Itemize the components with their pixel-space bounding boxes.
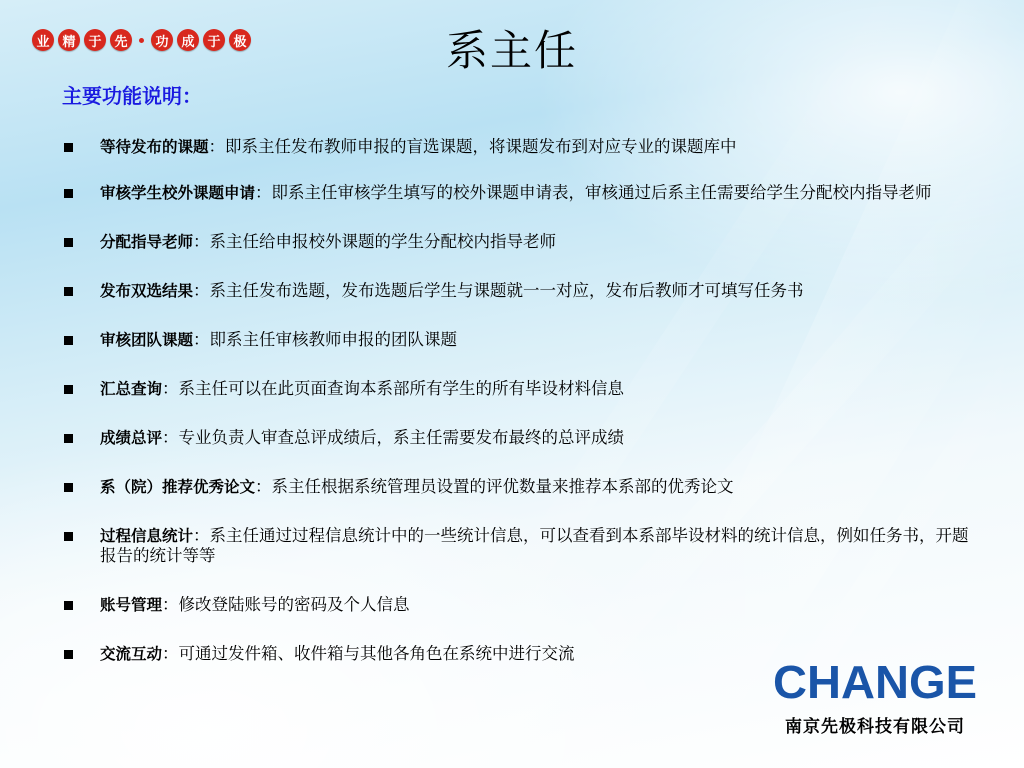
list-item bbox=[62, 232, 972, 252]
slogan-char: 业 bbox=[32, 29, 54, 51]
change-logo-icon bbox=[772, 658, 978, 704]
item-separator: ： bbox=[162, 428, 179, 447]
item-term: 审核团队课题 bbox=[100, 331, 194, 349]
item-term: 过程信息统计 bbox=[100, 527, 194, 545]
slogan-char: 于 bbox=[84, 29, 106, 51]
item-separator: ： bbox=[193, 330, 210, 349]
slogan-char: 功 bbox=[151, 29, 173, 51]
square-bullet-icon bbox=[64, 238, 73, 247]
square-bullet-icon bbox=[64, 532, 73, 541]
item-separator: ： bbox=[255, 183, 272, 202]
square-bullet-icon bbox=[64, 287, 73, 296]
square-bullet-icon bbox=[64, 483, 73, 492]
item-description: 可通过发件箱、收件箱与其他各角色在系统中进行交流 bbox=[178, 644, 575, 663]
item-description: 修改登陆账号的密码及个人信息 bbox=[178, 595, 410, 614]
item-description: 系主任发布选题，发布选题后学生与课题就一一对应，发布后教师才可填写任务书 bbox=[209, 281, 804, 300]
item-term: 分配指导老师 bbox=[100, 233, 194, 251]
list-item bbox=[62, 379, 972, 399]
section-heading: 主要功能说明： bbox=[62, 84, 202, 108]
list-item bbox=[62, 428, 972, 448]
list-item bbox=[62, 595, 972, 615]
slogan-char: 先 bbox=[110, 29, 132, 51]
company-logo bbox=[772, 658, 978, 737]
item-separator: ： bbox=[193, 281, 210, 300]
item-separator: ： bbox=[193, 232, 210, 251]
item-description: 即系主任审核学生填写的校外课题申请表，审核通过后系主任需要给学生分配校内指导老师 bbox=[271, 183, 932, 202]
item-description: 系主任可以在此页面查询本系部所有学生的所有毕设材料信息 bbox=[178, 379, 625, 398]
item-term: 汇总查询 bbox=[100, 380, 163, 398]
list-item bbox=[62, 526, 972, 566]
logo-wordmark: CHANGE bbox=[773, 658, 977, 704]
slogan-char: 精 bbox=[58, 29, 80, 51]
item-separator: ： bbox=[162, 595, 179, 614]
item-separator: ： bbox=[162, 644, 179, 663]
list-item bbox=[62, 137, 972, 157]
item-description: 专业负责人审查总评成绩后，系主任需要发布最终的总评成绩 bbox=[178, 428, 625, 447]
slide-title: 系主任 bbox=[445, 26, 578, 75]
square-bullet-icon bbox=[64, 434, 73, 443]
item-term: 审核学生校外课题申请 bbox=[100, 184, 256, 202]
item-term: 发布双选结果 bbox=[100, 282, 194, 300]
item-description: 系主任根据系统管理员设置的评优数量来推荐本系部的优秀论文 bbox=[271, 477, 734, 496]
feature-list bbox=[62, 137, 972, 664]
item-description: 即系主任审核教师申报的团队课题 bbox=[209, 330, 458, 349]
item-description: 系主任给申报校外课题的学生分配校内指导老师 bbox=[209, 232, 557, 251]
square-bullet-icon bbox=[64, 385, 73, 394]
item-description: 即系主任发布教师申报的盲选课题，将课题发布到对应专业的课题库中 bbox=[225, 137, 737, 156]
item-separator: ： bbox=[193, 526, 210, 545]
slogan-char: 成 bbox=[177, 29, 199, 51]
item-term: 系（院）推荐优秀论文 bbox=[100, 478, 256, 496]
list-item bbox=[62, 477, 972, 497]
item-term: 交流互动 bbox=[100, 645, 163, 663]
company-name: 南京先极科技有限公司 bbox=[785, 717, 965, 737]
square-bullet-icon bbox=[64, 143, 73, 152]
square-bullet-icon bbox=[64, 650, 73, 659]
list-item bbox=[62, 330, 972, 350]
list-item bbox=[62, 183, 972, 203]
item-separator: ： bbox=[162, 379, 179, 398]
item-term: 等待发布的课题 bbox=[100, 138, 209, 156]
item-separator: ： bbox=[208, 137, 226, 156]
square-bullet-icon bbox=[64, 336, 73, 345]
item-separator: ： bbox=[255, 477, 272, 496]
item-term: 成绩总评 bbox=[100, 429, 163, 447]
slogan-char: 于 bbox=[203, 29, 225, 51]
slogan-char: 极 bbox=[229, 29, 251, 51]
item-description: 系主任通过过程信息统计中的一些统计信息，可以查看到本系部毕设材料的统计信息，例如任务书，开题报告的统计等等 bbox=[100, 526, 969, 565]
square-bullet-icon bbox=[64, 189, 73, 198]
square-bullet-icon bbox=[64, 601, 73, 610]
list-item bbox=[62, 281, 972, 301]
item-term: 账号管理 bbox=[100, 596, 163, 614]
